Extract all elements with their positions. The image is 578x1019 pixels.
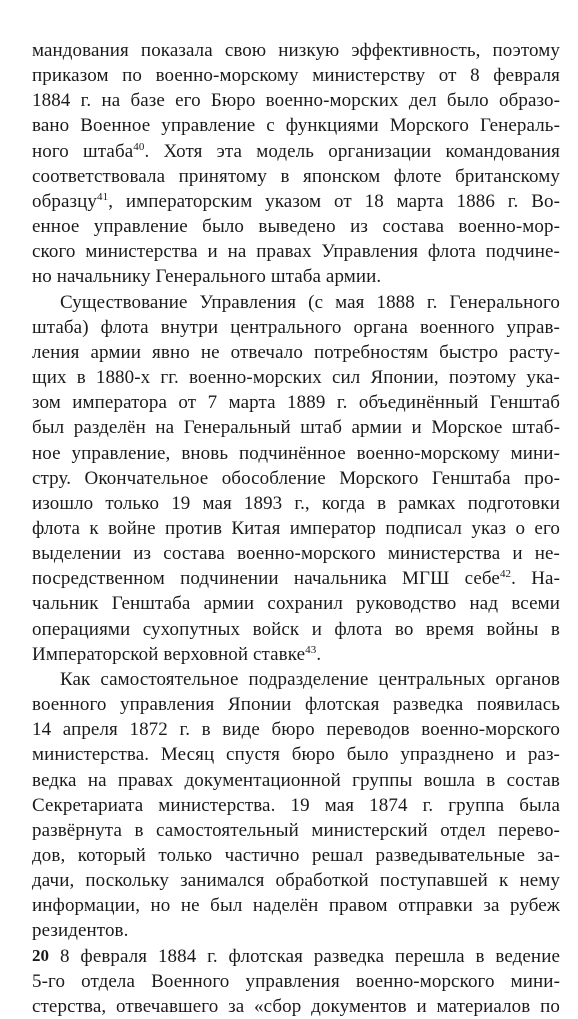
text-line: образцу$^{41}$, императорским указом от 18 марта 1886 г. Во- (32, 190, 560, 212)
footnote-ref: 40 (133, 140, 145, 153)
text-line: ления армии явно не отвечало потребностям быстро расту- (32, 341, 560, 363)
text-line: развёрнута в самостоятельный министерский отдел перево- (32, 819, 560, 841)
text-line: министерства. Месяц спустя бюро было упразднено и раз- (32, 744, 560, 766)
text-line: стерства, отвечавшего за «сбор документов и материалов по (32, 995, 560, 1017)
text-line: 8 февраля 1884 г. флотская разведка перешла в ведение (60, 945, 560, 967)
text-line: Как самостоятельное подразделение центральных органов (60, 668, 560, 690)
footnote-ref: 42 (499, 568, 512, 581)
text-line: 5-го отдела Военного управления военно-морского мини- (32, 970, 560, 992)
paragraph-p3 (32, 667, 560, 944)
footnote-ref: 43 (305, 643, 317, 656)
text-line: но начальнику Генерального штаба армии. (32, 266, 382, 288)
document-body (32, 38, 560, 1019)
text-line: ного штаба$^{40}$. Хотя эта модель организации командования (32, 140, 560, 162)
text-line: операциями сухопутных войск и флота во время войны в (32, 618, 560, 640)
footnote-ref: 41 (96, 190, 109, 203)
text-line: военного управления Японии флотская разведка появилась (32, 694, 560, 716)
text-line: приказом по военно-морскому министерству от 8 февраля (32, 65, 560, 87)
text-line: посредственном подчинении начальника МГШ себе$^{42}$. На- (32, 568, 561, 590)
text-line: щих в 1880-х гг. военно-морских сил Японии, поэтому ука- (32, 367, 560, 389)
text-line: енное управление было выведено из состава военно-мор- (32, 216, 560, 238)
text-line: стру. Окончательное обособление Морского Генштаба про- (32, 467, 560, 489)
text-line: был разделён на Генеральный штаб армии и Морское штаб- (32, 417, 560, 439)
text-line: информации, но не был наделён правом отправки за рубеж (32, 895, 560, 917)
text-line: резидентов. (32, 920, 129, 942)
text-line: вано Военное управление с функциями Морского Генераль- (32, 115, 560, 137)
text-line: изошло только 19 мая 1893 г., когда в рамках подготовки (32, 492, 560, 514)
text-line: штаба) флота внутри центрального органа военного управ- (32, 316, 560, 338)
text-line: ное управление, вновь подчинённое военно-морскому мини- (32, 442, 560, 464)
text-line: зом императора от 7 марта 1889 г. объединённый Генштаб (32, 392, 560, 414)
text-line: флота к войне против Китая император подписал указ о его (32, 517, 560, 539)
text-line: дачи, поскольку занимался обработкой поступавшей к нему (32, 870, 560, 892)
text-line: ского министерства и на правах Управления флота подчине- (32, 241, 560, 263)
page-number: 20 (32, 946, 49, 965)
text-line: Императорской верховной ставке$^{43}$. (32, 643, 322, 665)
text-line: Существование Управления (с мая 1888 г. Генерального (60, 291, 560, 313)
text-line: 14 апреля 1872 г. в виде бюро переводов военно-морского (32, 719, 560, 741)
paragraph-p2 (32, 290, 560, 667)
text-line: 1884 г. на базе его Бюро военно-морских дел было образо- (32, 90, 560, 112)
text-line: мандования показала свою низкую эффективность, поэтому (32, 40, 560, 61)
text-line: чальник Генштаба армии сохранил руководство над всеми (32, 593, 560, 615)
text-line: выделении из состава военно-морского министерства и не- (32, 543, 560, 565)
text-line: дов, который только частично решал разведывательные за- (32, 845, 560, 866)
text-line: соответствовала принятому в японском флоте британскому (32, 165, 560, 187)
paragraph-p1 (32, 38, 560, 290)
paragraph-p4 (32, 944, 560, 1019)
text-line: Секретариата министерства. 19 мая 1874 г. группа была (32, 794, 560, 816)
text-line: ведка на правах документационной группы вошла в состав (32, 769, 560, 791)
